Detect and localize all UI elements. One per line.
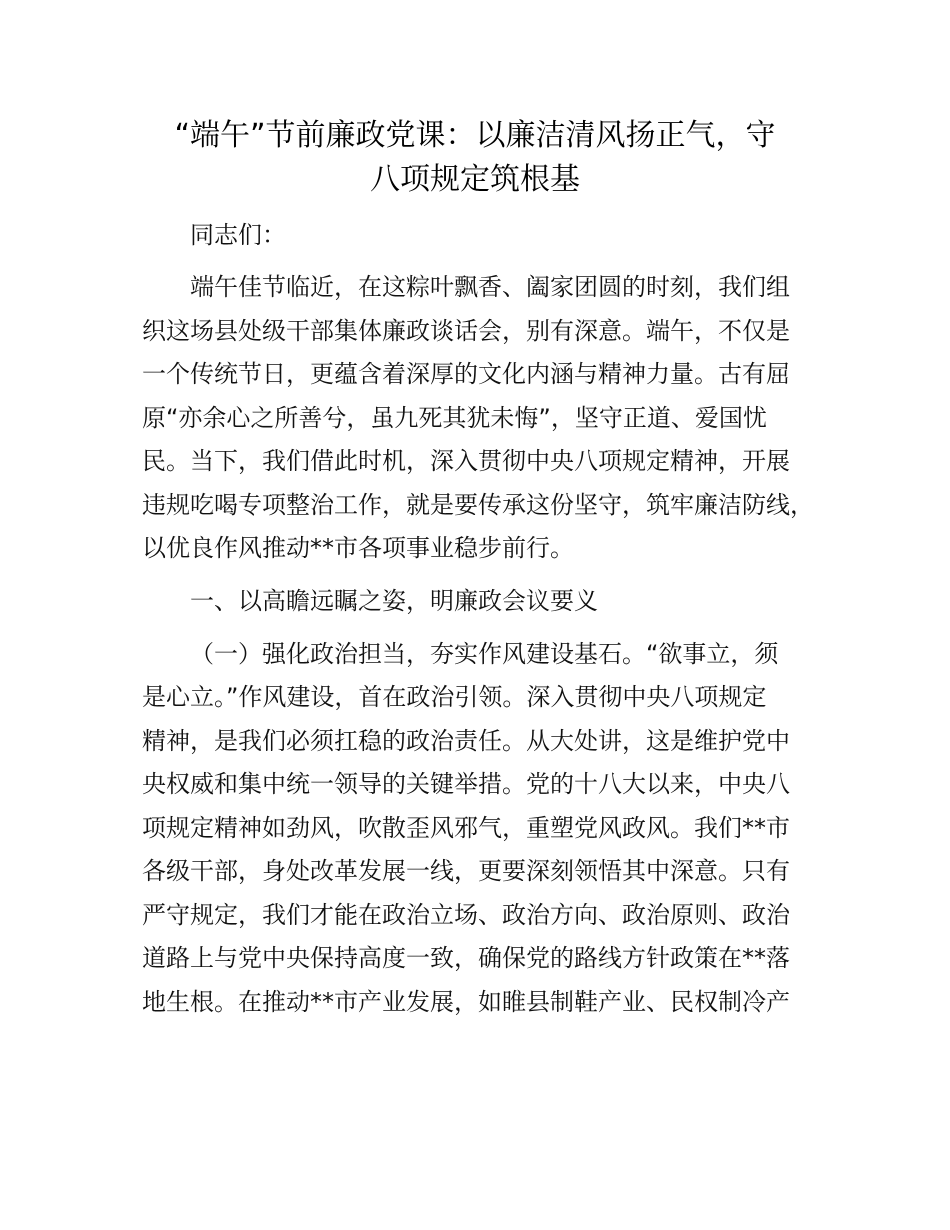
paragraph-line: 央权威和集中统一领导的关键举措。党的十八大以来，中央八 bbox=[142, 770, 790, 798]
salutation: 同志们： bbox=[190, 221, 286, 249]
paragraph-line: 民。当下，我们借此时机，深入贯彻中央八项规定精神，开展 bbox=[142, 447, 790, 475]
paragraph-line: 精神，是我们必须扛稳的政治责任。从大处讲，这是维护党中 bbox=[142, 727, 790, 755]
document-title-line-2: 八项规定筑根基 bbox=[370, 162, 580, 197]
paragraph-line: 严守规定，我们才能在政治立场、政治方向、政治原则、政治 bbox=[142, 901, 790, 929]
paragraph-line: 各级干部，身处改革发展一线，更要深刻领悟其中深意。只有 bbox=[142, 857, 790, 885]
paragraph-line: 是心立。”作风建设，首在政治引领。深入贯彻中央八项规定 bbox=[142, 683, 767, 711]
paragraph-line: 道路上与党中央保持高度一致，确保党的路线方针政策在**落 bbox=[142, 944, 790, 972]
paragraph-line: 一个传统节日，更蕴含着深厚的文化内涵与精神力量。古有屈 bbox=[142, 360, 790, 388]
document-title-line-1: “端午”节前廉政党课：以廉洁清风扬正气，守 bbox=[174, 118, 776, 153]
paragraph-line: 原“亦余心之所善兮，虽九死其犹未悔”，坚守正道、爱国忧 bbox=[142, 404, 767, 432]
paragraph-line: 以优良作风推动**市各项事业稳步前行。 bbox=[142, 534, 574, 562]
paragraph-line: 织这场县处级干部集体廉政谈话会，别有深意。端午，不仅是 bbox=[142, 317, 790, 345]
paragraph-line: 项规定精神如劲风，吹散歪风邪气，重塑党风政风。我们**市 bbox=[142, 814, 790, 842]
paragraph-line: 违规吃喝专项整治工作，就是要传承这份坚守，筑牢廉洁防线， bbox=[142, 491, 814, 519]
section-heading: 一、以高瞻远瞩之姿，明廉政会议要义 bbox=[190, 587, 598, 615]
paragraph-line: （一）强化政治担当，夯实作风建设基石。“欲事立，须 bbox=[190, 640, 779, 668]
paragraph-line: 端午佳节临近，在这粽叶飘香、阖家团圆的时刻，我们组 bbox=[190, 273, 790, 301]
paragraph-line: 地生根。在推动**市产业发展，如睢县制鞋产业、民权制冷产 bbox=[142, 988, 790, 1016]
